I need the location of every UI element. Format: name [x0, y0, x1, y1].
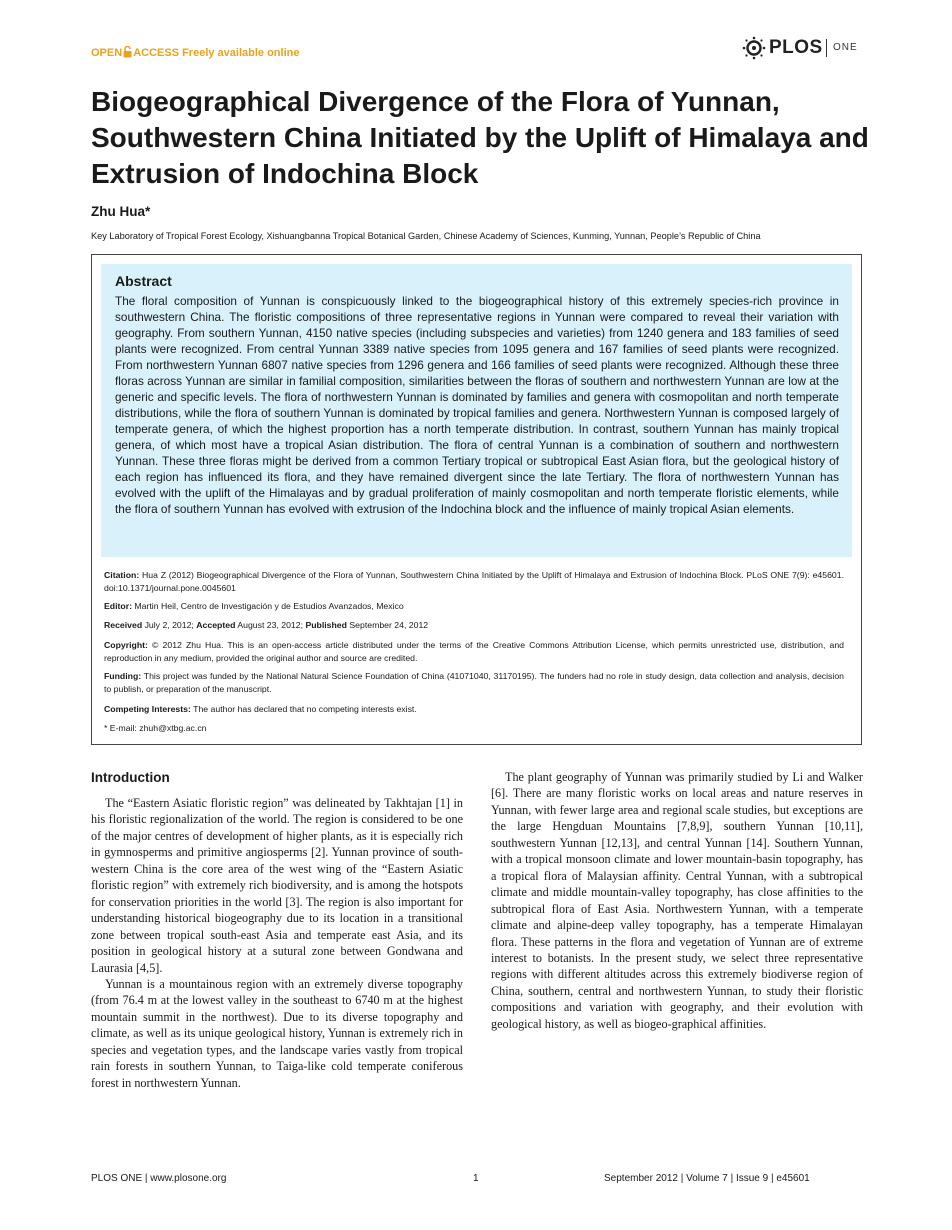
- plos-dots-icon: [741, 36, 767, 60]
- competing-label: Competing Interests:: [104, 704, 191, 714]
- access-label: ACCESS Freely available online: [133, 47, 300, 59]
- right-column: [491, 769, 863, 1032]
- citation-text: Hua Z (2012) Biogeographical Divergence of the Flora of Yunnan, Southwestern China Initiated by the Uplift of Himalaya and Extrusion of Indochina Block. PLoS ONE 7(9): e45601. doi:10.1371/journal.pone.0045601: [104, 570, 845, 593]
- logo-divider: [826, 39, 827, 57]
- funding: [104, 670, 844, 695]
- intro-paragraph-3: The plant geography of Yunnan was primarily studied by Li and Walker [6]. There are many floristic works on local areas and nature reserves in Yunnan, with fewer large area and regional scale studies, but exceptions are the large Hengduan Mountains [7,8,9], southern Yunnan [10,11], southwestern Yunnan [12,13], and central Yunnan [14]. Southern Yunnan, with a tropical monsoon climate and lower mountain-basin topography, has a tropical flora of Malaysian affinity. Central Yunnan, with a subtropical climate and middle mountain-valley topography, has close affinities to the subtropical flora of East Asia. Northwestern Yunnan, with a temperate climate and alpine-deep valley topography, has a temperate Himalayan flora. These patterns in the flora and vegetation of Yunnan are of extreme interest to botanists. In the present study, we select three representative regions with different altitudes across this extremely biodiverse region of China, southern, central and northwestern Yunnan, to study their floristic compositions and variation with geography, and their evolution with geological history, as well as biogeo-graphical affinities.: [491, 770, 863, 1031]
- funding-label: Funding:: [104, 671, 142, 681]
- introduction-heading: Introduction: [91, 770, 170, 785]
- dates: [104, 619, 844, 632]
- copyright: [104, 639, 844, 664]
- abstract-text: The floral composition of Yunnan is conspicuously linked to the biogeographical history of this extremely species-rich province in southwestern China. The floristic compositions of three representative regions in Yunnan were compared to reveal their variation with geography. From southern Yunnan, 4150 native species (including subspecies and varieties) from 1240 genera and 183 families of seed plants were recognized. From central Yunnan 3389 native species from 1095 genera and 167 families of seed plants were recognized. From northwestern Yunnan 6807 native species from 1296 genera and 166 families of seed plants were recognized. Although these three floras across Yunnan are similar in familial composition, similarities between the floras of southern and northwestern Yunnan are low at the generic and specific levels. The flora of northwestern Yunnan is dominated by families and genera with cosmopolitan and north temperate distributions, while the flora of southern Yunnan is dominated by tropical families and genera. Northwestern Yunnan is composed largely of temperate genera, of which the highest proportion has a north temperate distribution. In contrast, southern Yunnan has mainly tropical genera, of which most have a tropical Asian distribution. The flora of central Yunnan is a combination of southern and northwestern Yunnan. These three floras might be derived from a common Tertiary tropical or subtropical East Asian flora, but the geological history of each region has influenced its flora, and they have remained divergent since the late Tertiary. The flora of northwestern Yunnan has evolved with the uplift of the Himalayas and by gradual proliferation of mainly cosmopolitan and north temperate floristic elements, while the flora of southern Yunnan has evolved with extrusion of the Indochina block and the influence of mainly tropical Asian elements.: [115, 294, 839, 516]
- citation-label: Citation:: [104, 570, 140, 580]
- plos-one-label: ONE: [833, 42, 858, 53]
- author-name: Zhu Hua*: [91, 204, 151, 219]
- editor-label: Editor:: [104, 601, 132, 611]
- funding-text: This project was funded by the National Natural Science Foundation of China (41071040, 31170195). The funders had no role in study design, data collection and analysis, decision to publish, or preparation of the manuscript.: [104, 671, 844, 694]
- published-date: September 24, 2012: [349, 620, 429, 630]
- author-affiliation: Key Laboratory of Tropical Forest Ecology, Xishuangbanna Tropical Botanical Garden, Chinese Academy of Sciences, Kunming, Yunnan, People’s Republic of China: [91, 231, 761, 241]
- editor-text: Martin Heil, Centro de Investigación y de Estudios Avanzados, Mexico: [134, 601, 404, 611]
- open-lock-icon: [123, 46, 132, 61]
- editor: [104, 600, 844, 613]
- abstract-box: [101, 264, 852, 557]
- accepted-date: August 23, 2012;: [237, 620, 304, 630]
- plos-wordmark: PLOS: [769, 37, 823, 58]
- plos-one-logo: [741, 36, 865, 60]
- copyright-text: © 2012 Zhu Hua. This is an open-access article distributed under the terms of the Creative Commons Attribution License, which permits unrestricted use, distribution, and reproduction in any medium, provided the original author and source are credited.: [104, 640, 844, 663]
- email: * E-mail: zhuh@xtbg.ac.cn: [104, 723, 207, 733]
- abstract-heading: Abstract: [115, 273, 172, 289]
- open-access-banner: [91, 46, 299, 61]
- citation: [104, 569, 844, 594]
- open-label: OPEN: [91, 47, 123, 59]
- published-label: Published: [305, 620, 347, 630]
- received-label: Received: [104, 620, 143, 630]
- footer-page-number: 1: [473, 1173, 479, 1184]
- competing-interests: [104, 703, 844, 716]
- article-title: Biogeographical Divergence of the Flora of Yunnan, Southwestern China Initiated by the Uplift of Himalaya and Extrusion of Indochina Block: [91, 86, 869, 189]
- copyright-label: Copyright:: [104, 640, 148, 650]
- intro-paragraph-1: The “Eastern Asiatic floristic region” was delineated by Takhtajan [1] in his floristic regionalization of the world. The region is considered to be one of the major centres of development of higher plants, as it is especially rich in gymnosperms and primitive angiosperms [2]. Yunnan province of south-western China is the core area of the west wing of the “Eastern Asiatic floristic region” with extremely rich biodiversity, and is among the hotspots for conservation priorities in the world [3]. The region is also important for understanding historical biogeography due to its location in a transitional zone between tropical south-east Asia and temperate east Asia, and its position in geological history at a sutural zone between Gondwana and Laurasia [4,5].: [91, 796, 463, 975]
- footer-issue-info: September 2012 | Volume 7 | Issue 9 | e45601: [604, 1173, 810, 1184]
- competing-text: The author has declared that no competing interests exist.: [193, 704, 417, 714]
- footer-journal: PLOS ONE | www.plosone.org: [91, 1173, 227, 1184]
- intro-paragraph-2: Yunnan is a mountainous region with an extremely diverse topography (from 76.4 m at the lowest valley in the southeast to 6740 m at the highest mountain summit in the northwest). Due to its diverse topography and climate, as well as its unique geological history, Yunnan is extremely rich in species and vegetation types, and the landscape varies vastly from tropical rain forests in southern Yunnan, to Taiga-like cold temperate coniferous forest in northwestern Yunnan.: [91, 976, 463, 1090]
- left-column: [91, 795, 463, 1091]
- accepted-label: Accepted: [196, 620, 236, 630]
- received-date: July 2, 2012;: [144, 620, 194, 630]
